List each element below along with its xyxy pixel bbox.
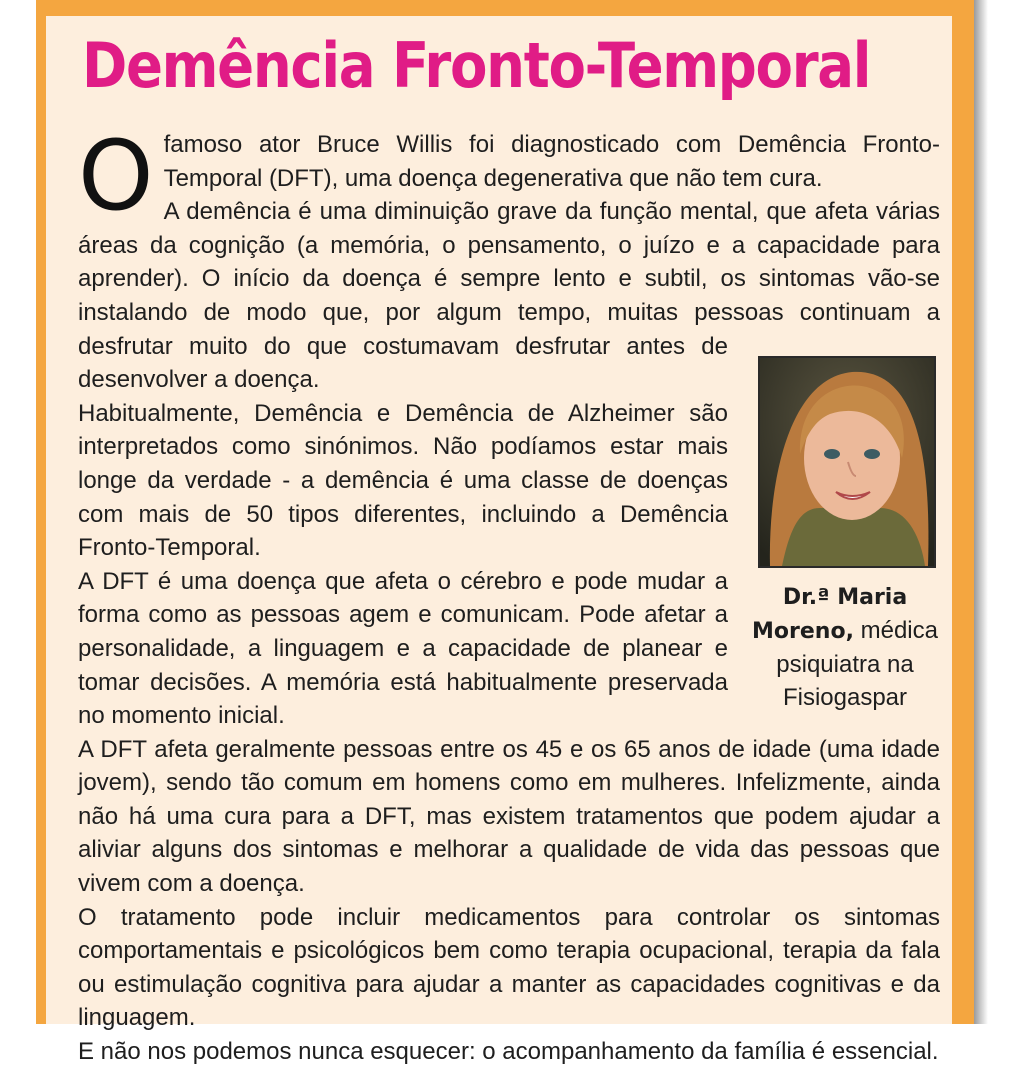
paragraph: Habitualmente, Demência e Demência de Alzheimer são interpretados como sinónimos. Não podíamos estar mais longe da verdade - a demência é uma classe de doenças com mais de 50 tipos diferentes, incluindo a Demência Fronto-Temporal. bbox=[78, 399, 728, 562]
paragraph: A demência é uma diminuição grave da função mental, que afeta várias áreas da cognição (a memória, o pensamento, o juízo e a capacidade para aprender). O início da doença é sempre lento e subtil, os sintomas vão-se instalando de modo que, por algum tempo, muitas pessoas continuam a desfrutar muito do que costumavam desfrutar antes de desenvolver a doença. bbox=[78, 198, 940, 394]
author-caption bbox=[750, 580, 940, 714]
page-margin bbox=[0, 0, 36, 1024]
drop-cap: O bbox=[78, 120, 154, 232]
article-panel bbox=[46, 16, 952, 1066]
frame-right-border bbox=[952, 0, 974, 1024]
paragraph: O tratamento pode incluir medicamentos para controlar os sintomas comportamentais e psicológicos bem como terapia ocupacional, terapia da fala ou estimulação cognitiva para ajudar a manter as capacidades cognitivas e da linguagem. bbox=[78, 903, 940, 1032]
author-role: médica psiquiatra na Fisiogaspar bbox=[776, 617, 938, 711]
paragraph: A DFT é uma doença que afeta o cérebro e pode mudar a forma como as pessoas agem e comunicam. Pode afetar a personalidade, a linguagem e a capacidade de planear e tomar decisões. A memória está habitualmente preservada no momento inicial. bbox=[78, 567, 728, 730]
author-box bbox=[750, 356, 940, 714]
article-title: Demência Fronto-Temporal bbox=[82, 29, 871, 102]
frame-shadow bbox=[974, 0, 988, 1024]
paragraph: A DFT afeta geralmente pessoas entre os 45 e os 65 anos de idade (uma idade jovem), sendo tão comum em homens como em mulheres. Infelizmente, ainda não há uma cura para a DFT, mas existem tratamentos que podem ajudar a aliviar alguns dos sintomas e melhorar a qualidade de vida das pessoas que vivem com a doença. bbox=[78, 735, 940, 898]
author-name: Dr.ª Maria Moreno, bbox=[752, 585, 908, 644]
paragraph: famoso ator Bruce Willis foi diagnosticado com Demência Fronto-Temporal (DFT), uma doença degenerativa que não tem cura. bbox=[163, 131, 940, 192]
paragraph: E não nos podemos nunca esquecer: o acompanhamento da família é essencial. bbox=[78, 1038, 939, 1066]
frame-left-border bbox=[36, 0, 46, 1024]
article-body bbox=[78, 120, 940, 1069]
frame-top-border bbox=[36, 0, 972, 16]
author-photo bbox=[758, 356, 936, 568]
portrait-image bbox=[760, 358, 934, 566]
